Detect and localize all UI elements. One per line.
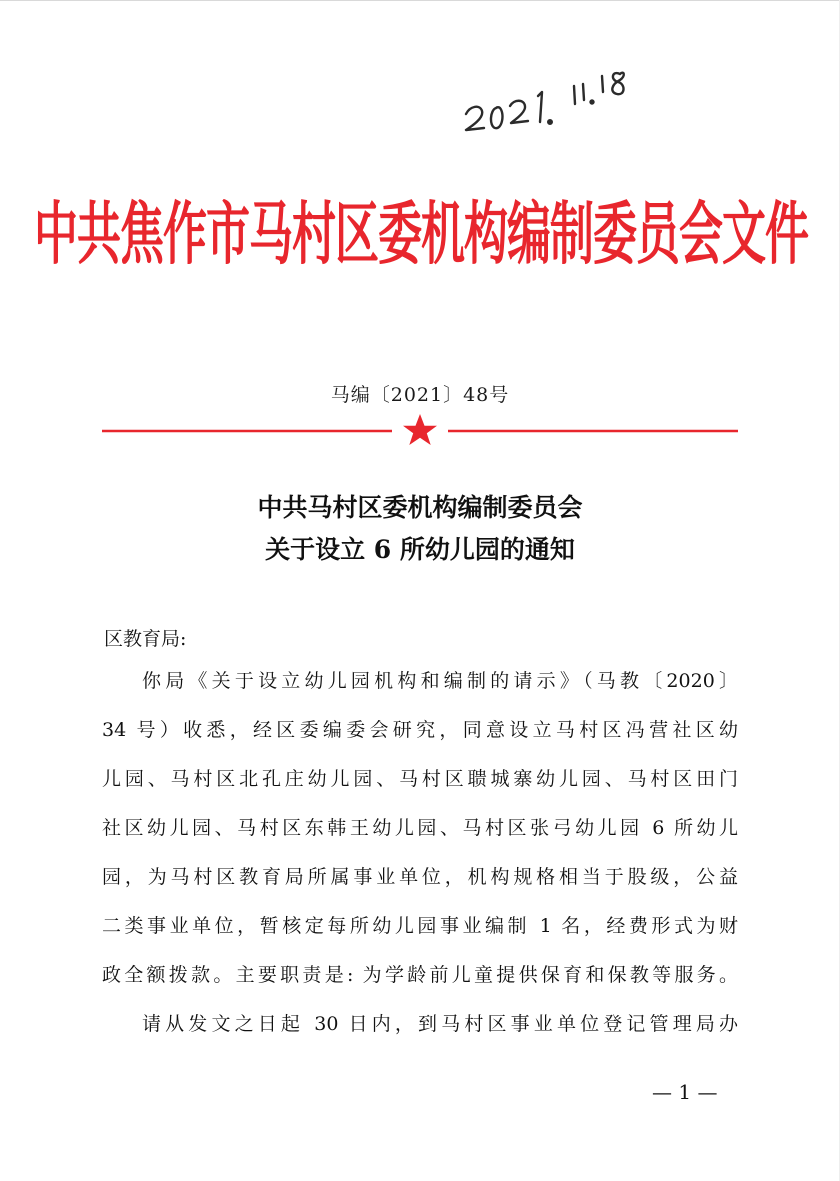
salutation: 区教育局:: [104, 628, 187, 650]
page-number: — 1 —: [652, 1080, 718, 1104]
body-line-2: 34 号）收悉，经区委编委会研究，同意设立马村区冯营社区幼: [102, 719, 738, 741]
masthead-text: 中共焦作市马村区委机构编制委员会文件: [34, 195, 808, 275]
body-line-5: 园，为马村区教育局所属事业单位，机构规格相当于股级，公益: [102, 866, 738, 888]
star-icon: [403, 414, 437, 445]
body-line-3: 儿园、马村区北孔庄幼儿园、马村区聩城寨幼儿园、马村区田门: [102, 768, 738, 790]
body-line-7: 政全额拨款。主要职责是: 为学龄前儿童提供保育和保教等服务。: [102, 964, 738, 986]
body-line-1: 你局《关于设立幼儿园机构和编制的请示》（马教〔2020〕: [142, 670, 738, 692]
masthead-title: [34, 168, 808, 288]
handwritten-date: [462, 56, 672, 138]
handwritten-date-ink: [462, 56, 672, 138]
body-line-4: 社区幼儿园、马村区东韩王幼儿园、马村区张弓幼儿园 6 所幼儿: [102, 817, 738, 839]
document-number: 马编〔2021〕48号: [330, 384, 510, 406]
body-line-6: 二类事业单位，暂核定每所幼儿园事业编制 1 名，经费形式为财: [102, 915, 738, 937]
body-line-8: 请从发文之日起 30 日内，到马村区事业单位登记管理局办: [142, 1013, 738, 1035]
scan-edge-top: [0, 0, 840, 1]
document-title-line-2: 关于设立 6 所幼儿园的通知: [265, 535, 575, 564]
document-title-line-1: 中共马村区委机构编制委员会: [257, 493, 583, 522]
separator-graphic: [102, 412, 738, 448]
red-separator: [102, 412, 738, 448]
